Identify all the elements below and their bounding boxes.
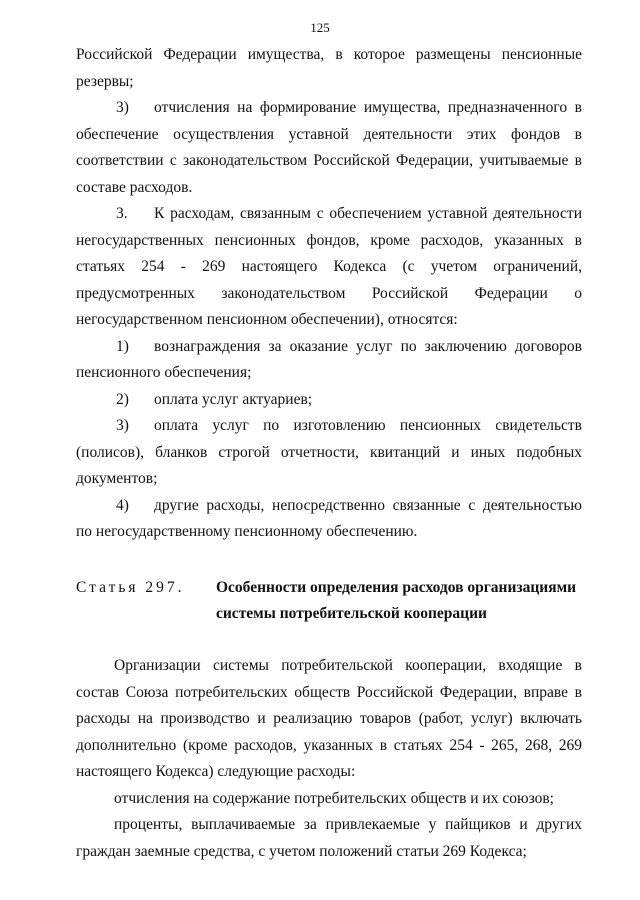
list-item-number: 3) [116,99,129,116]
list-item-number: 2) [116,390,129,408]
paragraph-number: 3. [116,205,128,222]
list-item-number: 1) [116,337,129,355]
list-item-text: другие расходы, непосредственно связанные с деятельностью по негосударственному пенсионному обеспечению. [76,496,582,540]
list-item [76,493,582,546]
list-item-text: отчисления на формирование имущества, предназначенного в обеспечение осуществления уставной деятельности этих фондов в соответствии с законодательством Российской Федерации, учитываемые в составе расходов. [76,99,582,196]
list-item [76,413,582,493]
list-item [76,387,582,414]
paragraph: Организации системы потребительской кооперации, входящие в состав Союза потребительских обществ Российской Федерации, вправе в расходы на производство и реализацию товаров (работ, услуг) включать дополнительно (кроме расходов, указанных в статьях 254 - 265, 268, 269 настоящего Кодекса) следующие расходы: [76,657,582,780]
article-heading [76,575,582,631]
list-item-text: оплата услуг по изготовлению пенсионных свидетельств (полисов), бланков строгой отчетности, квитанций и иных подобных документов; [76,417,582,487]
list-item-number: 3) [116,417,129,434]
list-item-number: 4) [116,496,129,514]
paragraph: отчисления на содержание потребительских обществ и их союзов; [114,789,554,807]
top-text-block [76,42,582,546]
paragraph-continuation: Российской Федерации имущества, в которое размещены пенсионные резервы; [76,46,582,90]
page-number: 125 [310,20,330,35]
list-item-text: вознаграждения за оказание услуг по заключению договоров пенсионного обеспечения; [76,337,582,381]
paragraph: проценты, выплачиваемые за привлекаемые у пайщиков и других граждан заемные средства, с учетом положений статьи 269 Кодекса; [76,816,582,860]
article-label: Статья 297. [76,579,185,596]
article-title: Особенности определения расходов организациями системы потребительской кооперации [216,579,577,622]
numbered-paragraph [76,201,582,334]
list-item-text: оплата услуг актуариев; [154,390,313,408]
list-item [76,334,582,387]
bottom-text-block [76,653,582,865]
paragraph-text: К расходам, связанным с обеспечением уставной деятельности негосударственных пенсионных фондов, кроме расходов, указанных в статьях 254 - 269 настоящего Кодекса (с учетом ограничений, предусмотренных законодательством Российской Федерации о негосударственном пенсионном обеспечении), относятся: [76,205,582,328]
list-item [76,95,582,201]
